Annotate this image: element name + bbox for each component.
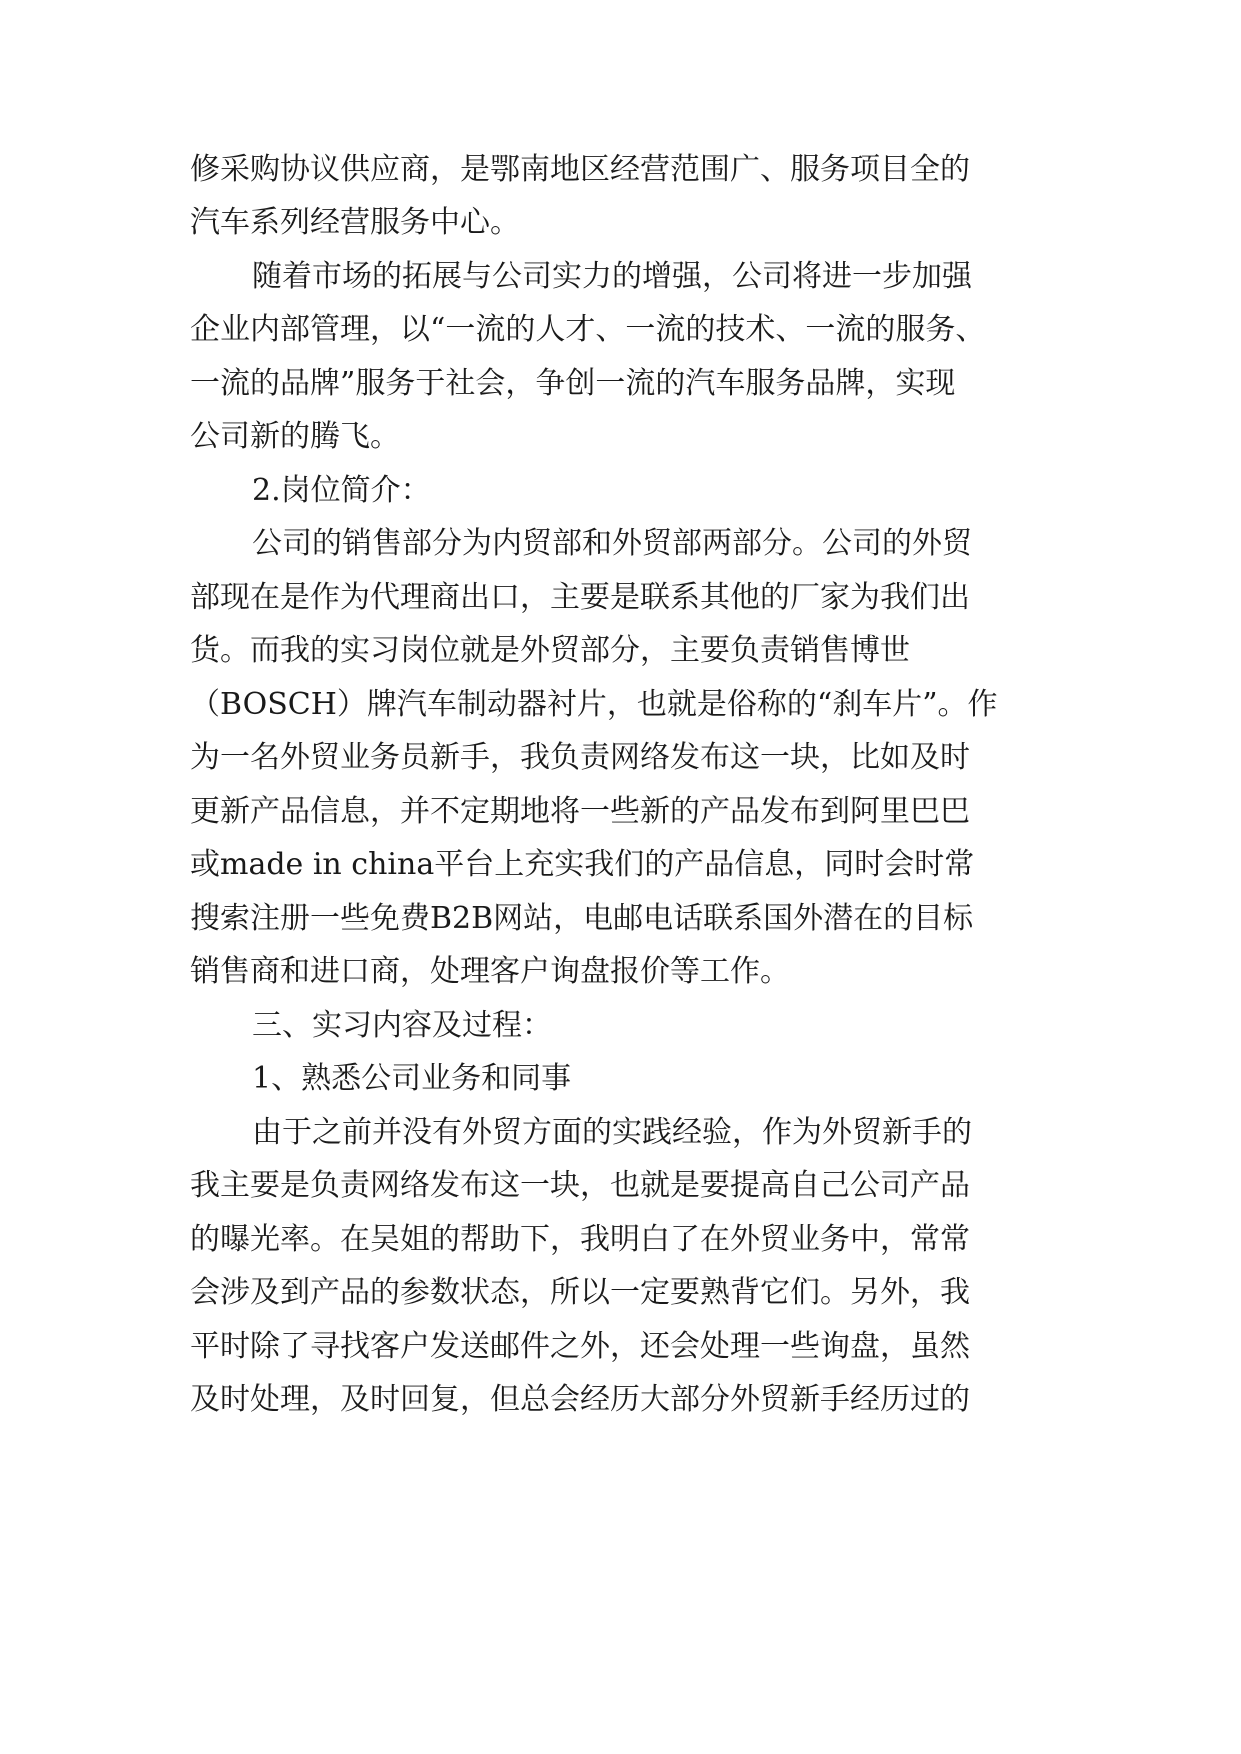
text-line: 修采购协议供应商，是鄂南地区经营范围广、服务项目全的 — [190, 152, 970, 187]
text-line: 汽车系列经营服务中心。 — [190, 205, 520, 240]
text-line: 公司新的腾飞。 — [190, 419, 400, 454]
text-line: 为一名外贸业务员新手，我负责网络发布这一块，比如及时 — [190, 740, 970, 775]
text-line: 更新产品信息，并不定期地将一些新的产品发布到阿里巴巴 — [190, 794, 970, 829]
text-line: 搜索注册一些免费B2B网站，电邮电话联系国外潜在的目标 — [190, 901, 974, 936]
text-line: 销售商和进口商，处理客户询盘报价等工作。 — [190, 954, 790, 989]
section-heading: 三、实习内容及过程： — [252, 1008, 552, 1043]
text-line: 会涉及到产品的参数状态，所以一定要熟背它们。另外，我 — [190, 1275, 970, 1310]
text-line: 平时除了寻找客户发送邮件之外，还会处理一些询盘，虽然 — [190, 1329, 970, 1364]
text-line: 或made in china平台上充实我们的产品信息，同时会时常 — [190, 847, 975, 882]
paragraph-start: 公司的销售部分为内贸部和外贸部两部分。公司的外贸 — [252, 526, 972, 561]
text-line: 我主要是负责网络发布这一块，也就是要提高自己公司产品 — [190, 1168, 970, 1203]
paragraph-start: 随着市场的拓展与公司实力的增强，公司将进一步加强 — [252, 259, 972, 294]
text-line: （BOSCH）牌汽车制动器衬片，也就是俗称的“刹车片”。作 — [190, 687, 998, 722]
paragraph-start: 由于之前并没有外贸方面的实践经验，作为外贸新手的 — [252, 1115, 972, 1150]
text-line: 货。而我的实习岗位就是外贸部分，主要负责销售博世 — [190, 633, 910, 668]
text-line: 及时处理，及时回复，但总会经历大部分外贸新手经历过的 — [190, 1382, 970, 1417]
text-line: 一流的品牌”服务于社会，争创一流的汽车服务品牌，实现 — [190, 366, 956, 401]
text-line: 部现在是作为代理商出口，主要是联系其他的厂家为我们出 — [190, 580, 970, 615]
text-line: 企业内部管理，以“一流的人才、一流的技术、一流的服务、 — [190, 312, 986, 347]
section-heading: 2.岗位简介： — [252, 473, 431, 508]
text-line: 的曝光率。在吴姐的帮助下，我明白了在外贸业务中，常常 — [190, 1222, 970, 1257]
subsection-heading: 1、熟悉公司业务和同事 — [252, 1061, 572, 1096]
